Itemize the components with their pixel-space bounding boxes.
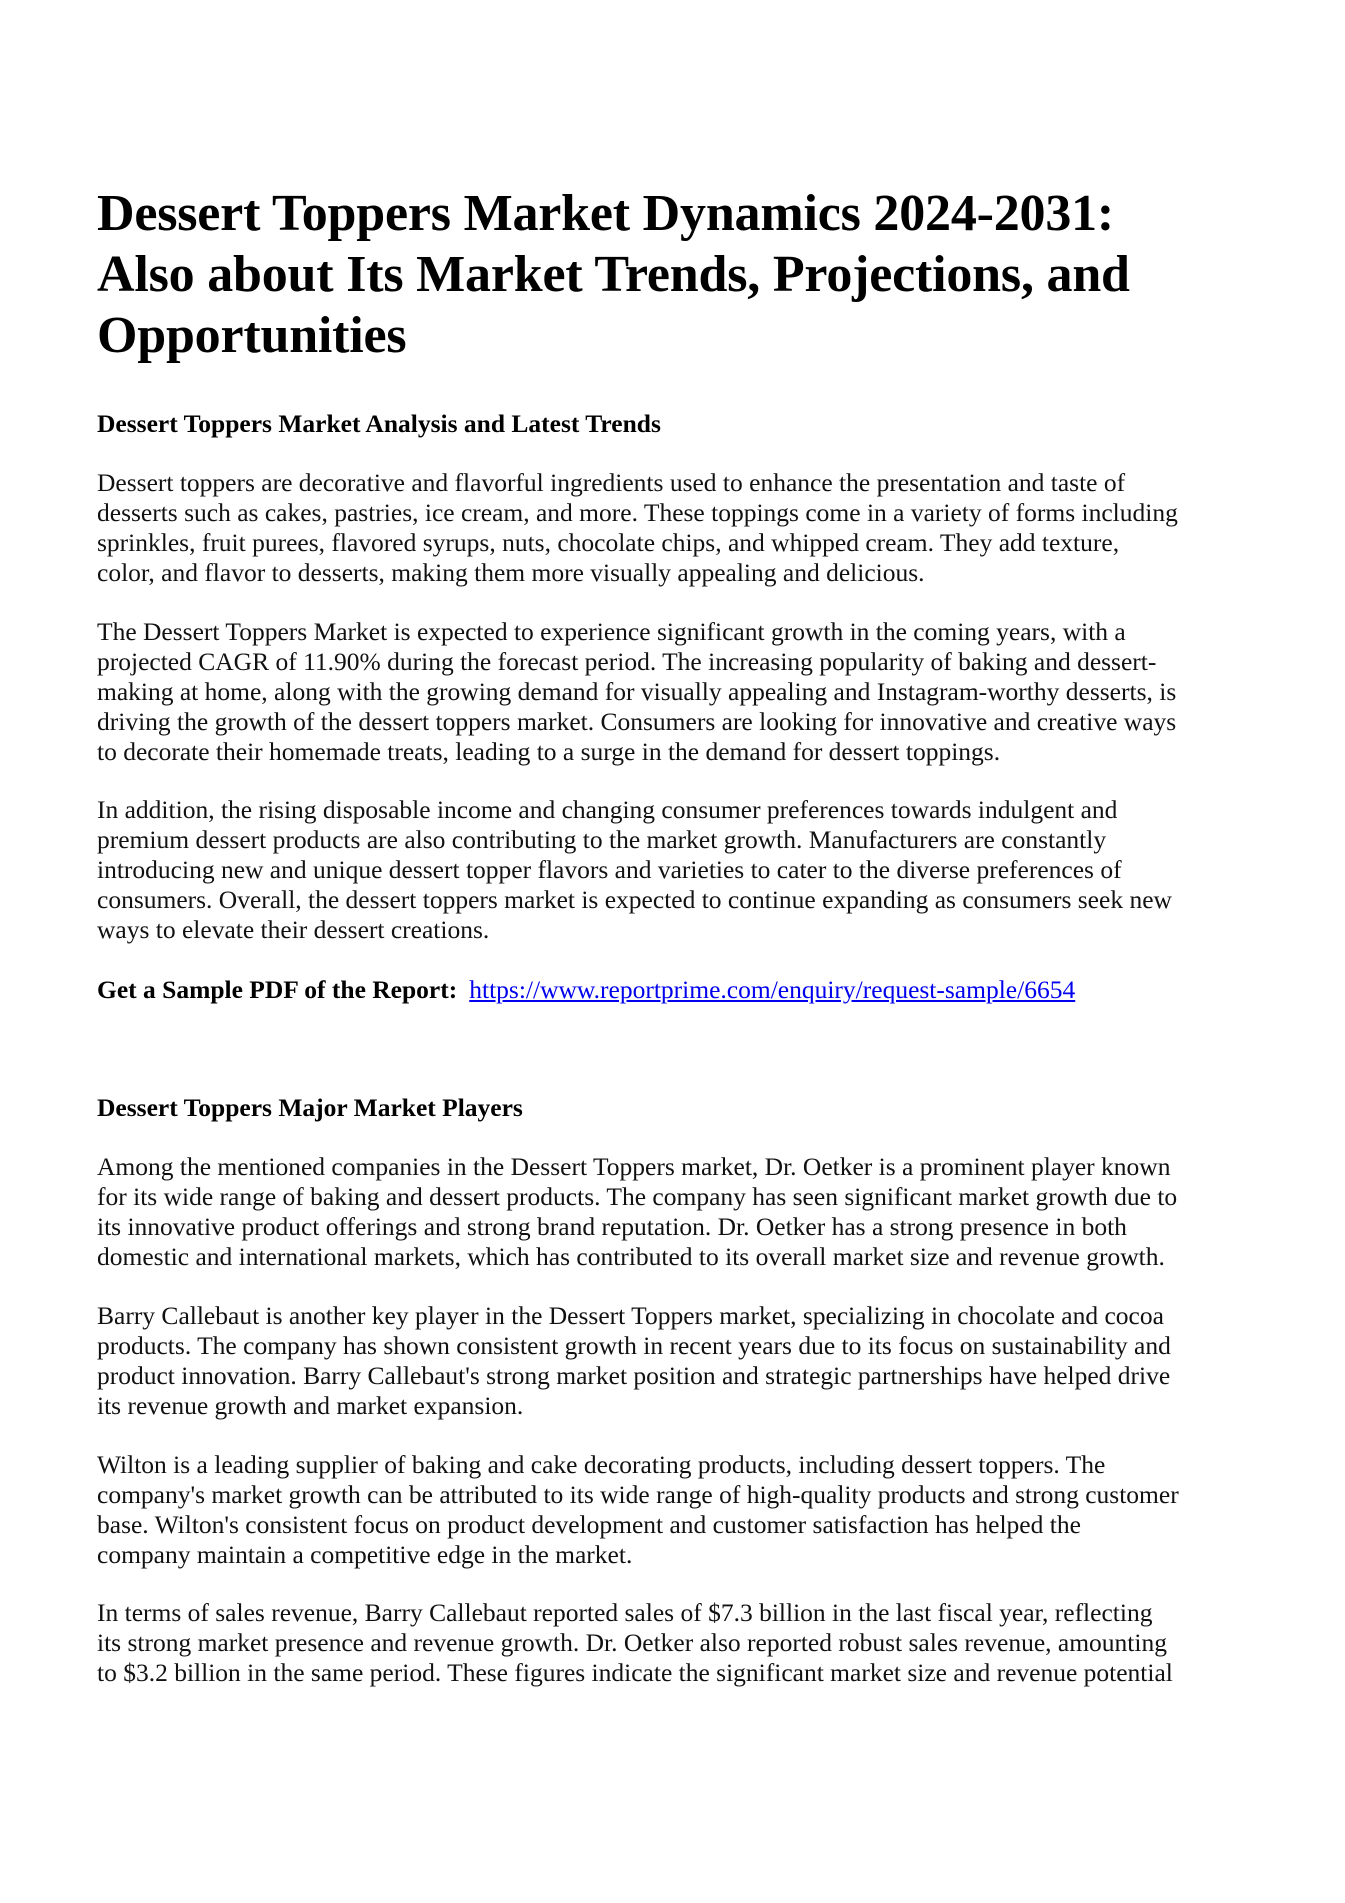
text-line: projected CAGR of 11.90% during the forecast period. The increasing popularity of baking and dessert- (97, 647, 1157, 676)
sample-pdf-label: Get a Sample PDF of the Report: (97, 975, 458, 1004)
text-line: company maintain a competitive edge in the market. (97, 1540, 633, 1569)
title-line: Opportunities (97, 307, 407, 364)
title-line: Also about Its Market Trends, Projections, and (97, 246, 1130, 303)
paragraph-wilton (97, 1450, 1179, 1570)
text-line: products. The company has shown consistent growth in recent years due to its focus on sustainability and (97, 1331, 1171, 1360)
text-line: company's market growth can be attributed to its wide range of high-quality products and strong customer (97, 1480, 1179, 1509)
section-heading-players: Dessert Toppers Major Market Players (97, 1093, 523, 1122)
paragraph-dr-oetker (97, 1152, 1177, 1272)
text-line: Dessert toppers are decorative and flavorful ingredients used to enhance the presentation and taste of (97, 468, 1126, 497)
text-line: consumers. Overall, the dessert toppers market is expected to continue expanding as consumers seek new (97, 885, 1172, 914)
text-line: introducing new and unique dessert topper flavors and varieties to cater to the diverse preferences of (97, 855, 1122, 884)
title-line: Dessert Toppers Market Dynamics 2024-2031: (97, 185, 1115, 242)
text-line: premium dessert products are also contributing to the market growth. Manufacturers are constantly (97, 825, 1107, 854)
text-line: domestic and international markets, which has contributed to its overall market size and revenue growth. (97, 1242, 1165, 1271)
text-line: base. Wilton's consistent focus on product development and customer satisfaction has helped the (97, 1510, 1081, 1539)
text-line: Barry Callebaut is another key player in the Dessert Toppers market, specializing in chocolate and cocoa (97, 1301, 1164, 1330)
text-line: desserts such as cakes, pastries, ice cream, and more. These toppings come in a variety of forms including (97, 498, 1178, 527)
text-line: Wilton is a leading supplier of baking and cake decorating products, including dessert toppers. The (97, 1450, 1106, 1479)
section-heading-analysis: Dessert Toppers Market Analysis and Latest Trends (97, 409, 661, 438)
text-line: product innovation. Barry Callebaut's strong market position and strategic partnerships have helped drive (97, 1361, 1171, 1390)
text-line: its revenue growth and market expansion. (97, 1391, 524, 1420)
paragraph-definition (97, 468, 1178, 588)
text-line: Among the mentioned companies in the Dessert Toppers market, Dr. Oetker is a prominent player known (97, 1152, 1171, 1181)
sample-pdf-link[interactable]: https://www.reportprime.com/enquiry/request-sample/6654 (469, 975, 1076, 1004)
text-line: its innovative product offerings and strong brand reputation. Dr. Oetker has a strong presence in both (97, 1212, 1127, 1241)
paragraph-barry-callebaut (97, 1301, 1171, 1421)
text-line: color, and flavor to desserts, making them more visually appealing and delicious. (97, 558, 925, 587)
text-line: driving the growth of the dessert toppers market. Consumers are looking for innovative and creative ways (97, 707, 1177, 736)
paragraph-sales-revenue (97, 1598, 1173, 1688)
text-line: ways to elevate their dessert creations. (97, 915, 490, 944)
paragraph-market-drivers (97, 795, 1172, 945)
text-line: making at home, along with the growing demand for visually appealing and Instagram-worthy desserts, is (97, 677, 1177, 706)
text-line: for its wide range of baking and dessert products. The company has seen significant market growth due to (97, 1182, 1178, 1211)
sample-pdf-row (97, 975, 1075, 1005)
text-line: The Dessert Toppers Market is expected to experience significant growth in the coming years, with a (97, 617, 1126, 646)
text-line: to decorate their homemade treats, leading to a surge in the demand for dessert toppings. (97, 737, 1001, 766)
text-line: to $3.2 billion in the same period. These figures indicate the significant market size and revenue potential (97, 1658, 1173, 1687)
text-line: In addition, the rising disposable income and changing consumer preferences towards indulgent and (97, 795, 1118, 824)
paragraph-growth-forecast (97, 617, 1176, 767)
page-title (97, 183, 1257, 366)
text-line: sprinkles, fruit purees, flavored syrups, nuts, chocolate chips, and whipped cream. They add texture, (97, 528, 1120, 557)
text-line: In terms of sales revenue, Barry Callebaut reported sales of $7.3 billion in the last fiscal year, reflecting (97, 1598, 1153, 1627)
text-line: its strong market presence and revenue growth. Dr. Oetker also reported robust sales revenue, amounting (97, 1628, 1167, 1657)
